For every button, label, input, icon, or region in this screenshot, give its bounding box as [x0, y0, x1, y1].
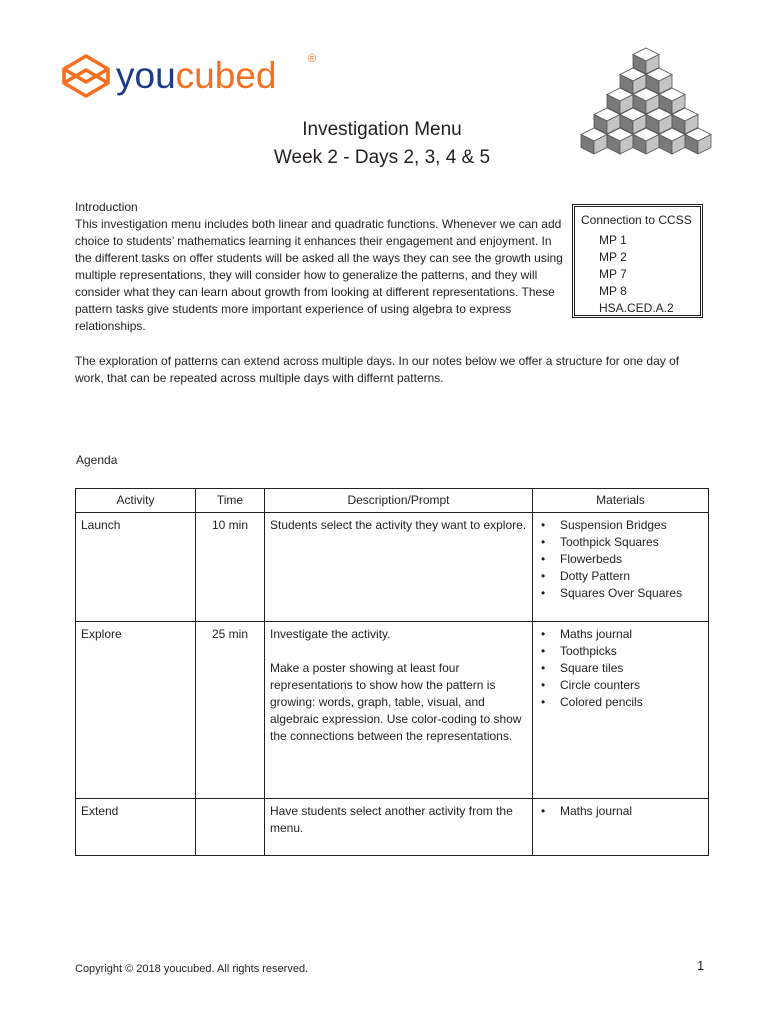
column-header-description: Description/Prompt	[265, 489, 533, 513]
list-item: • Suspension Bridges	[538, 517, 703, 534]
list-item: • Toothpick Squares	[538, 534, 703, 551]
ccss-connection-box	[572, 204, 703, 318]
agenda-table	[75, 488, 709, 856]
ccss-item: MP 7	[599, 267, 627, 281]
logo-text-you: you	[116, 55, 176, 96]
time-cell	[196, 799, 265, 856]
table-header-row	[76, 489, 709, 513]
copyright-footer: Copyright © 2018 youcubed. All rights reserved.	[75, 963, 309, 975]
materials-cell	[533, 622, 709, 799]
activity-cell: Explore	[76, 622, 196, 799]
logo-text-cubed: cubed	[175, 55, 277, 96]
introduction-body: This investigation menu includes both linear and quadratic functions. Whenever we can add choice to students’ mathematics learning it enhances their engagement and enjoyment. In the different tasks on offer students will be asked all the ways they can see the growth using multiple representations, they will consider how to generalize the patterns, and they will consider what they can learn about growth from looking at different representations. These pattern tasks give students more important experience of using algebra to express relationships.	[75, 217, 563, 333]
materials-list	[538, 626, 703, 711]
time-cell: 10 min	[196, 513, 265, 622]
ccss-title: Connection to CCSS	[581, 213, 692, 227]
description-text: Have students select another activity from the menu.	[270, 804, 513, 835]
description-text: Students select the activity they want to explore.	[270, 518, 527, 532]
description-cell	[265, 513, 533, 622]
materials-cell	[533, 799, 709, 856]
list-item: • Colored pencils	[538, 694, 703, 711]
time-cell: 25 min	[196, 622, 265, 799]
youcubed-logo	[58, 50, 328, 102]
table-row-explore	[76, 622, 709, 799]
list-item: • Circle counters	[538, 677, 703, 694]
column-header-time: Time	[196, 489, 265, 513]
description-cell	[265, 799, 533, 856]
description-cell	[265, 622, 533, 799]
ccss-item: MP 2	[599, 250, 627, 264]
materials-cell	[533, 513, 709, 622]
list-item: • Maths journal	[538, 803, 703, 820]
stacked-cubes-illustration	[568, 45, 724, 175]
list-item: • Toothpicks	[538, 643, 703, 660]
list-item: • Maths journal	[538, 626, 703, 643]
svg-text:youcubed	[116, 55, 276, 96]
agenda-heading: Agenda	[76, 453, 118, 467]
description-text: Investigate the activity.	[270, 627, 391, 641]
ccss-item: MP 8	[599, 284, 627, 298]
cube-outline-icon	[64, 56, 108, 96]
list-item: • Square tiles	[538, 660, 703, 677]
page-number: 1	[697, 958, 705, 973]
title-line-1: Investigation Menu	[302, 119, 462, 140]
activity-cell: Launch	[76, 513, 196, 622]
list-item: • Dotty Pattern	[538, 568, 703, 585]
page-title	[240, 116, 524, 172]
exploration-note: The exploration of patterns can extend across multiple days. In our notes below we offer a structure for one day of work, that can be repeated across multiple days with differnt patterns.	[75, 354, 680, 385]
column-header-materials: Materials	[533, 489, 709, 513]
activity-cell: Extend	[76, 799, 196, 856]
list-item: • Flowerbeds	[538, 551, 703, 568]
materials-list	[538, 517, 703, 602]
column-header-activity: Activity	[76, 489, 196, 513]
ccss-item: MP 1	[599, 233, 627, 247]
introduction-heading: Introduction	[75, 200, 138, 214]
list-item: • Squares Over Squares	[538, 585, 703, 602]
ccss-standards-list	[599, 232, 694, 317]
table-row-extend	[76, 799, 709, 856]
description-text: Make a poster showing at least four representations to show how the pattern is growing: words, graph, table, visual, and algebraic expression. Use color-coding to show the connections between the representations.	[270, 661, 522, 743]
materials-list	[538, 803, 703, 820]
table-row-launch	[76, 513, 709, 622]
registered-mark: ®	[308, 53, 317, 65]
title-line-2: Week 2 - Days 2, 3, 4 & 5	[273, 147, 491, 168]
ccss-item: HSA.CED.A.2	[599, 301, 674, 315]
